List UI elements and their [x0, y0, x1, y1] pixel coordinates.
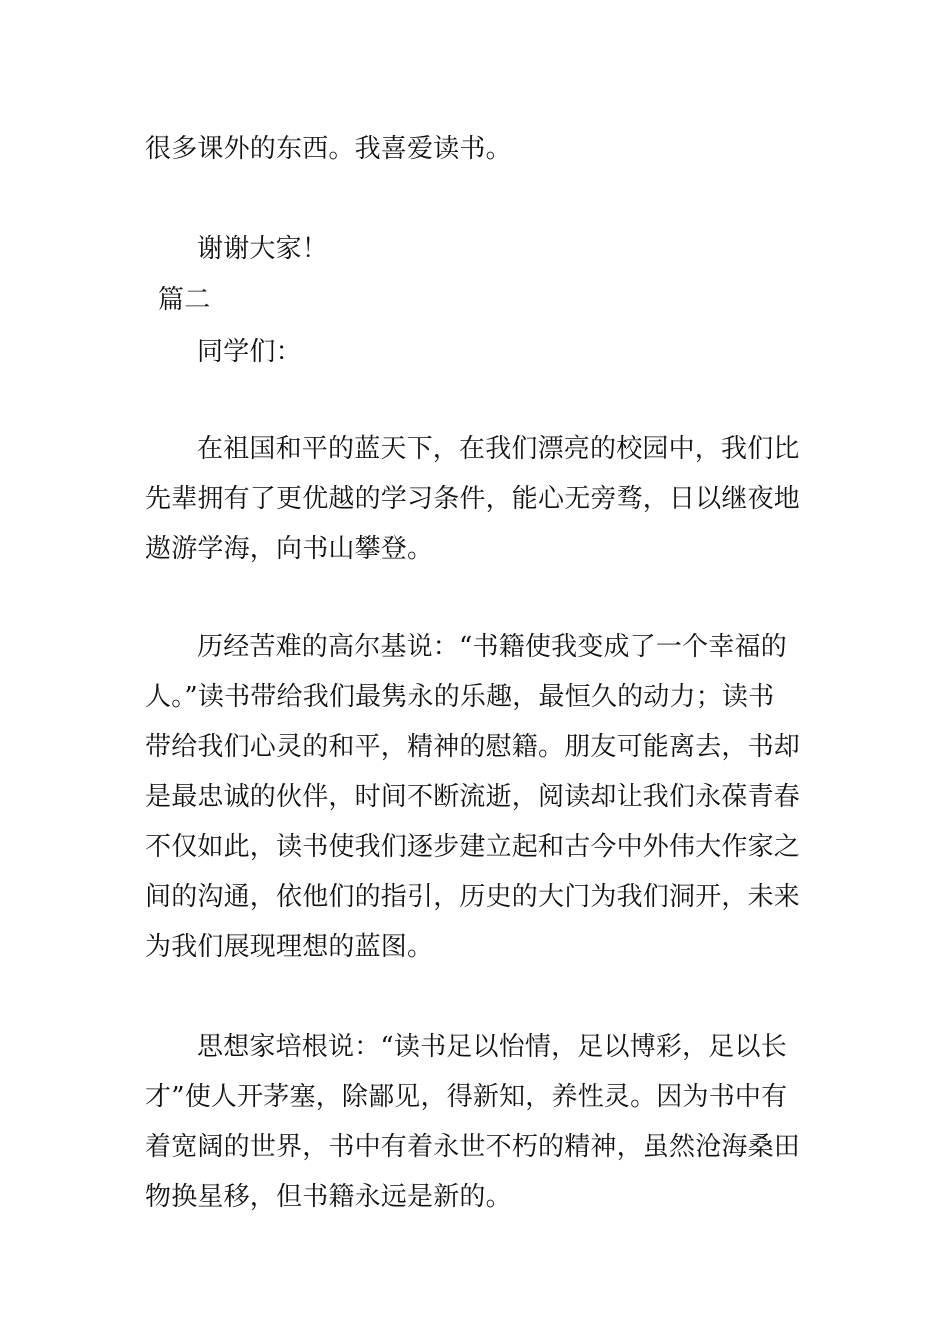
paragraph-line: 不仅如此，读书使我们逐步建立起和古今中外伟大作家之	[145, 832, 801, 862]
salutation-line: 同学们：	[197, 337, 302, 367]
paragraph-line: 为我们展现理想的蓝图。	[145, 932, 434, 962]
paragraph-line: 先辈拥有了更优越的学习条件，能心无旁骛，日以继夜地	[145, 484, 801, 514]
paragraph-line: 历经苦难的高尔基说：“书籍使我变成了一个幸福的	[197, 632, 787, 662]
paragraph-line: 遨游学海，向书山攀登。	[145, 534, 434, 564]
paragraph-line: 思想家培根说：“读书足以怡情，足以博彩，足以长	[197, 1032, 787, 1062]
paragraph-line: 人。”读书带给我们最隽永的乐趣，最恒久的动力；读书	[145, 682, 775, 712]
paragraph-line: 是最忠诚的伙伴，时间不断流逝，阅读却让我们永葆青春	[145, 782, 801, 812]
closing-line: 谢谢大家！	[197, 234, 329, 264]
paragraph-line: 在祖国和平的蓝天下，在我们漂亮的校园中，我们比	[197, 434, 800, 464]
paragraph-line: 着宽阔的世界，书中有着永世不朽的精神，虽然沧海桑田	[145, 1132, 801, 1162]
paragraph-line: 才”使人开茅塞，除鄙见，得新知，养性灵。因为书中有	[145, 1082, 788, 1112]
section-heading: 篇二	[158, 285, 211, 315]
paragraph-line: 很多课外的东西。我喜爱读书。	[145, 134, 512, 164]
paragraph-line: 带给我们心灵的和平，精神的慰籍。朋友可能离去，书却	[145, 732, 801, 762]
paragraph-line: 物换星移，但书籍永远是新的。	[145, 1182, 512, 1212]
paragraph-line: 间的沟通，依他们的指引，历史的大门为我们洞开，未来	[145, 882, 801, 912]
